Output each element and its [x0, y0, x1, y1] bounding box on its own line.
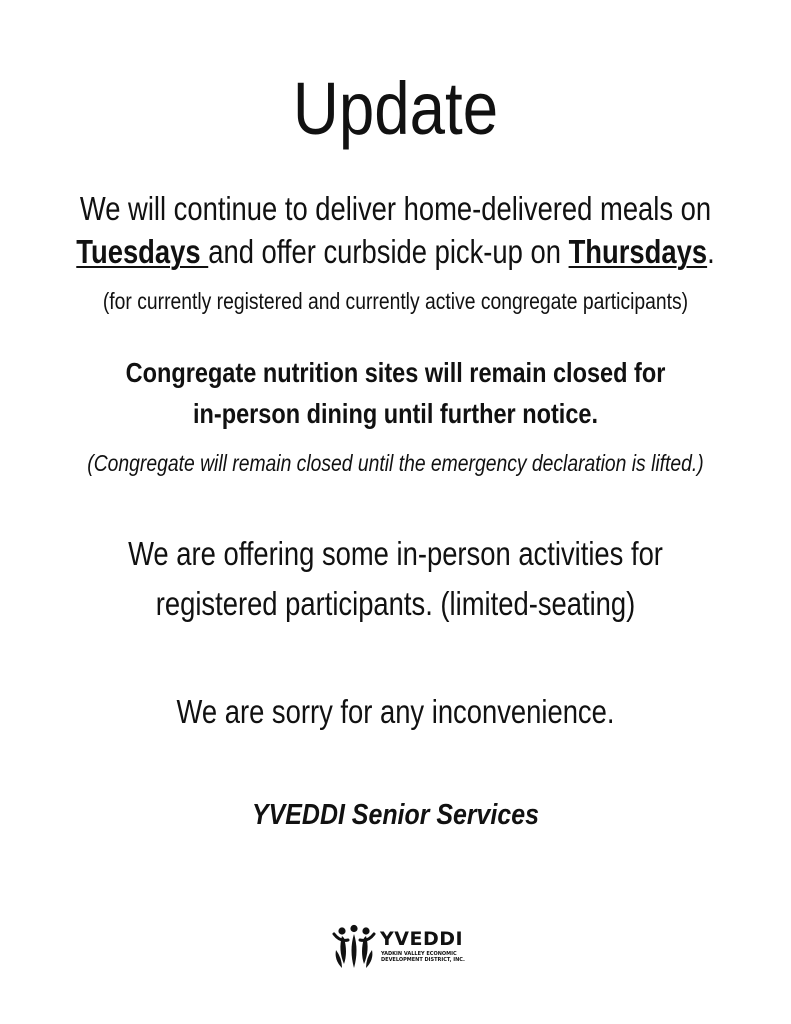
meals-end-punctuation: .	[707, 233, 715, 270]
meals-line-1: We will continue to deliver home-delivered meals on	[79, 190, 712, 227]
people-figures-logo-icon	[332, 924, 376, 970]
logo-subtitle	[381, 951, 465, 963]
thursdays-label: Thursdays	[568, 233, 708, 270]
tuesdays-label: Tuesdays	[76, 233, 209, 270]
logo-subtitle-line-2: DEVELOPMENT DISTRICT, INC.	[381, 957, 465, 963]
congregate-line-2: in-person dining until further notice.	[192, 398, 599, 429]
apology-text: We are sorry for any inconvenience.	[176, 693, 615, 730]
congregate-note: (Congregate will remain closed until the emergency declaration is lifted.)	[87, 450, 704, 476]
activities-line-2: registered participants. (limited-seating)	[155, 585, 636, 622]
logo-subtitle-line-1: YADKIN VALLEY ECONOMIC	[381, 951, 457, 957]
congregate-line-1: Congregate nutrition sites will remain closed for	[125, 357, 666, 388]
notice-title: Update	[292, 67, 499, 150]
meals-note: (for currently registered and currently active congregate participants)	[102, 288, 689, 314]
yveddi-logo	[332, 924, 472, 972]
meals-middle-text: and offer curbside pick-up on	[208, 233, 569, 270]
meals-line-2	[67, 232, 724, 272]
activities-line-1: We are offering some in-person activities for	[128, 535, 663, 572]
logo-name: YVEDDI	[380, 928, 464, 950]
signature: YVEDDI Senior Services	[252, 799, 539, 831]
